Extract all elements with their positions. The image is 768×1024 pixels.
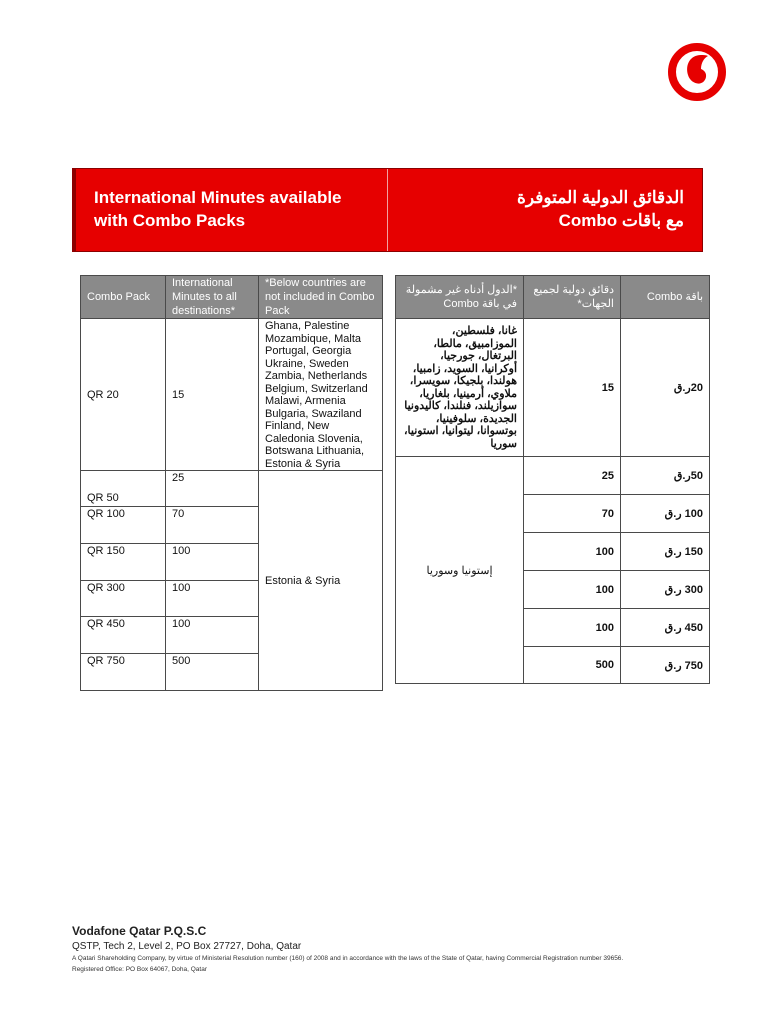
pack-cell-ar: 20ر.ق [621,319,710,457]
header-intl-minutes: International Minutes to all destinations* [166,276,259,319]
vodafone-logo-icon [668,43,726,101]
table-row [396,319,710,457]
table-row [81,471,383,507]
minutes-cell: 15 [166,319,259,471]
banner-title-en-line1: International Minutes available [94,188,342,207]
minutes-cell-ar: 100 [524,533,621,571]
excluded-countries-cell: Estonia & Syria [259,471,383,691]
combo-table-english [80,275,383,691]
pack-cell: QR 100 [81,507,166,544]
header-excluded-countries-ar: *الدول أدناه غير مشمولة في باقة Combo [396,276,524,319]
pack-cell: QR 750 [81,654,166,691]
header-combo-pack-ar: باقة Combo [621,276,710,319]
minutes-cell-ar: 25 [524,457,621,495]
pack-cell: QR 300 [81,581,166,617]
header-excluded-countries: *Below countries are not included in Combo Pack [259,276,383,319]
minutes-cell-ar: 70 [524,495,621,533]
title-banner [72,168,703,252]
pack-cell: QR 50 [81,471,166,507]
table-header-row [81,276,383,319]
pack-cell-ar: 300 ر.ق [621,571,710,609]
minutes-cell-ar: 15 [524,319,621,457]
minutes-cell: 25 [166,471,259,507]
pack-cell-ar: 50ر.ق [621,457,710,495]
footer-address: QSTP, Tech 2, Level 2, PO Box 27727, Doha, Qatar [72,941,302,952]
table-row [81,319,383,471]
minutes-cell-ar: 100 [524,571,621,609]
pack-cell-ar: 150 ر.ق [621,533,710,571]
banner-title-ar-line2: مع باقات Combo [558,211,684,230]
minutes-cell: 500 [166,654,259,691]
header-intl-minutes-ar: دقائق دولية لجميع الجهات* [524,276,621,319]
header-combo-pack: Combo Pack [81,276,166,319]
excluded-countries-cell-ar: غانا، فلسطين، الموزامبيق، مالطا، البرتغال، جورجيا، أوكرانيا، السويد، زامبيا، هولندا، بلجيكا، سويسرا، ملاوي، أرمينيا، بلغاريا، سوازيلند، فنلندا، كاليدونيا الجديدة، سلوفينيا، بوتسوانا، ليتوانيا، استونيا، سوريا [396,319,524,457]
pack-cell-ar: 750 ر.ق [621,647,710,684]
footer [72,924,672,975]
footer-legal-text: A Qatari Shareholding Company, by virtue of Ministerial Resolution number (160) of 2008 and in accordance with the laws of the State of Qatar, having Commercial Registration number 39656. Registered Office: PO Box 64067, Doha, Qatar [72,955,624,973]
minutes-cell: 70 [166,507,259,544]
combo-table-arabic [395,275,710,684]
minutes-cell: 100 [166,617,259,654]
pack-cell: QR 450 [81,617,166,654]
footer-company-name: Vodafone Qatar P.Q.S.C [72,924,207,938]
table-header-row [396,276,710,319]
pack-cell-ar: 450 ر.ق [621,609,710,647]
banner-title-arabic [388,169,702,251]
minutes-cell-ar: 500 [524,647,621,684]
minutes-cell-ar: 100 [524,609,621,647]
pack-cell-ar: 100 ر.ق [621,495,710,533]
banner-title-english [73,169,387,251]
pack-cell: QR 150 [81,544,166,581]
banner-title-en-line2: with Combo Packs [94,211,246,230]
excluded-countries-cell-ar: إستونيا وسوريا [396,457,524,684]
excluded-countries-cell: Ghana, Palestine Mozambique, Malta Portugal, Georgia Ukraine, Sweden Zambia, Netherlands Belgium, Switzerland Malawi, Armenia Bulgaria, Swaziland Finland, New Caledonia Slovenia, Botswana Lithuania, Estonia & Syria [259,319,383,471]
pack-cell: QR 20 [81,319,166,471]
minutes-cell: 100 [166,581,259,617]
banner-title-ar-line1: الدقائق الدولية المتوفرة [516,188,684,207]
minutes-cell: 100 [166,544,259,581]
table-row [396,457,710,495]
